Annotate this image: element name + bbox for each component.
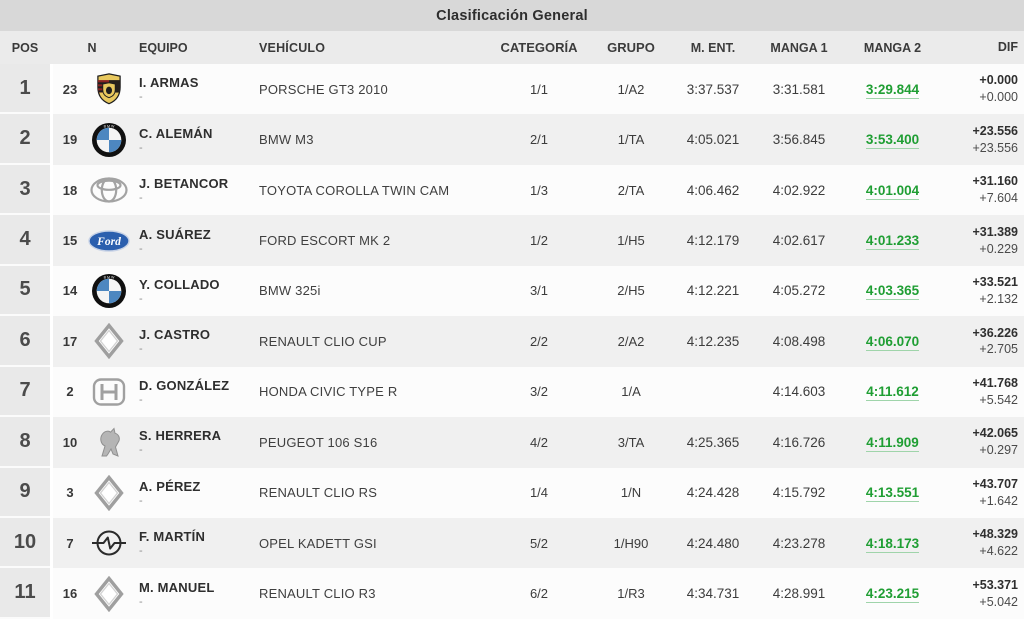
dif-cell xyxy=(940,325,1024,359)
col-header-n: N xyxy=(87,40,97,55)
manga2-cell xyxy=(845,82,940,97)
categoria-value: 1/2 xyxy=(529,233,549,249)
driver-name: A. PÉREZ xyxy=(139,478,201,494)
position-cell xyxy=(0,64,50,114)
manga2-cell xyxy=(845,233,940,248)
bmw-logo-icon xyxy=(87,122,131,158)
toyota-logo-icon xyxy=(87,176,131,204)
manga2-cell xyxy=(845,334,940,349)
vehicle-name: BMW 325i xyxy=(259,283,321,299)
table-title: Clasificación General xyxy=(0,0,1024,31)
team-cell xyxy=(131,479,251,507)
driver-name: C. ALEMÁN xyxy=(139,125,213,141)
dif-cell xyxy=(940,274,1024,308)
car-number: 19 xyxy=(62,132,78,148)
ford-logo-icon xyxy=(87,230,131,252)
svg-text:B M W: B M W xyxy=(103,275,115,280)
vehicle-name: RENAULT CLIO RS xyxy=(259,485,378,501)
driver-name: M. MANUEL xyxy=(139,579,215,595)
col-header-dif: DIF xyxy=(997,40,1018,55)
car-number: 18 xyxy=(62,182,78,198)
team-cell xyxy=(131,327,251,355)
team-cell xyxy=(131,580,251,608)
manga1-time: 4:05.272 xyxy=(772,283,826,299)
manga2-cell xyxy=(845,485,940,500)
team-cell xyxy=(131,277,251,305)
table-row xyxy=(0,568,1024,618)
position-cell xyxy=(0,215,50,265)
dif-cell xyxy=(940,224,1024,258)
grupo-value: 1/H5 xyxy=(617,233,645,249)
team-cell xyxy=(131,75,251,103)
m-ent-time: 4:06.462 xyxy=(686,182,740,198)
table-row xyxy=(0,114,1024,164)
table-row xyxy=(0,367,1024,417)
col-header-grupo: GRUPO xyxy=(607,40,655,55)
team-sub-label: - xyxy=(139,494,143,507)
driver-name: J. BETANCOR xyxy=(139,176,229,192)
team-cell xyxy=(131,428,251,456)
grupo-value: 1/R3 xyxy=(617,586,645,602)
grupo-value: 1/A2 xyxy=(617,81,645,97)
dif-cell xyxy=(940,173,1024,207)
categoria-value: 4/2 xyxy=(529,434,549,450)
position-number: 7 xyxy=(19,379,31,402)
dif-cell xyxy=(940,72,1024,106)
categoria-value: 6/2 xyxy=(529,586,549,602)
position-cell xyxy=(0,316,50,366)
dif-gap: +2.705 xyxy=(979,342,1018,357)
driver-name: J. CASTRO xyxy=(139,327,211,343)
manga2-best-time-link[interactable]: 4:06.070 xyxy=(865,333,920,349)
manga2-cell xyxy=(845,536,940,551)
grupo-value: 3/TA xyxy=(617,434,645,450)
manga1-time: 4:28.991 xyxy=(772,586,826,602)
table-body xyxy=(0,64,1024,619)
dif-cell xyxy=(940,123,1024,157)
position-cell xyxy=(0,518,50,568)
dif-gap: +0.229 xyxy=(979,241,1018,256)
team-cell xyxy=(131,126,251,154)
position-cell xyxy=(0,165,50,215)
categoria-value: 3/2 xyxy=(529,384,549,400)
manga1-time: 4:15.792 xyxy=(772,485,826,501)
table-row xyxy=(0,215,1024,265)
car-number: 3 xyxy=(66,485,74,501)
vehicle-name: PORSCHE GT3 2010 xyxy=(259,81,388,97)
team-sub-label: - xyxy=(139,91,143,104)
col-header-pos: POS xyxy=(11,40,39,55)
manga2-best-time-link[interactable]: 3:53.400 xyxy=(865,132,920,148)
car-number: 17 xyxy=(62,333,78,349)
manga1-time: 4:14.603 xyxy=(772,384,826,400)
table-row xyxy=(0,316,1024,366)
car-number: 10 xyxy=(62,434,78,450)
categoria-value: 3/1 xyxy=(529,283,549,299)
renault-logo-icon xyxy=(87,323,131,359)
categoria-value: 1/3 xyxy=(529,182,549,198)
grupo-value: 1/H90 xyxy=(613,535,649,551)
categoria-value: 1/1 xyxy=(529,81,549,97)
driver-name: I. ARMAS xyxy=(139,75,199,91)
categoria-value: 1/4 xyxy=(529,485,549,501)
manga1-time: 4:08.498 xyxy=(772,333,826,349)
manga2-best-time-link[interactable]: 3:29.844 xyxy=(865,81,920,97)
table-row xyxy=(0,64,1024,114)
grupo-value: 1/A xyxy=(621,384,641,400)
grupo-value: 2/A2 xyxy=(617,333,645,349)
renault-logo-icon xyxy=(87,475,131,511)
manga1-time: 4:16.726 xyxy=(772,434,826,450)
dif-total: +36.226 xyxy=(972,325,1018,340)
team-sub-label: - xyxy=(139,545,143,558)
manga2-best-time-link[interactable]: 4:01.004 xyxy=(865,182,920,198)
manga2-best-time-link[interactable]: 4:23.215 xyxy=(865,586,920,602)
team-sub-label: - xyxy=(139,393,143,406)
dif-gap: +23.556 xyxy=(972,140,1018,155)
col-header-equipo: EQUIPO xyxy=(139,40,188,55)
position-cell xyxy=(0,568,50,618)
manga2-cell xyxy=(845,384,940,399)
dif-gap: +0.000 xyxy=(979,90,1018,105)
vehicle-name: OPEL KADETT GSI xyxy=(259,535,377,551)
manga2-cell xyxy=(845,132,940,147)
team-cell xyxy=(131,176,251,204)
table-header-row xyxy=(0,31,1024,64)
grupo-value: 1/N xyxy=(620,485,642,501)
m-ent-time: 4:25.365 xyxy=(686,434,740,450)
driver-name: Y. COLLADO xyxy=(139,276,220,292)
m-ent-time: 4:12.221 xyxy=(686,283,740,299)
grupo-value: 2/H5 xyxy=(617,283,645,299)
categoria-value: 2/2 xyxy=(529,333,549,349)
dif-total: +48.329 xyxy=(972,527,1018,542)
vehicle-name: FORD ESCORT MK 2 xyxy=(259,233,391,249)
car-number: 23 xyxy=(62,81,78,97)
col-header-categoria: CATEGORÍA xyxy=(500,40,578,55)
dif-total: +33.521 xyxy=(972,275,1018,290)
dif-total: +31.389 xyxy=(972,224,1018,239)
manga2-best-time-link[interactable]: 4:18.173 xyxy=(865,535,920,551)
manga1-time: 3:56.845 xyxy=(772,132,826,148)
position-cell xyxy=(0,114,50,164)
grupo-value: 1/TA xyxy=(617,132,645,148)
dif-total: +43.707 xyxy=(972,476,1018,491)
vehicle-name: HONDA CIVIC TYPE R xyxy=(259,384,398,400)
manga2-best-time-link[interactable]: 4:11.612 xyxy=(866,384,919,400)
m-ent-time: 3:37.537 xyxy=(686,81,740,97)
position-number: 4 xyxy=(19,228,31,251)
car-number: 14 xyxy=(62,283,78,299)
team-sub-label: - xyxy=(139,192,143,205)
manga2-best-time-link[interactable]: 4:13.551 xyxy=(865,485,920,501)
dif-cell xyxy=(940,476,1024,510)
dif-gap: +0.297 xyxy=(979,443,1018,458)
porsche-logo-icon xyxy=(87,71,131,107)
position-number: 8 xyxy=(19,429,31,452)
manga2-cell xyxy=(845,435,940,450)
m-ent-time: 4:12.235 xyxy=(686,333,740,349)
m-ent-time: 4:24.428 xyxy=(686,485,740,501)
position-number: 6 xyxy=(19,328,31,351)
table-row xyxy=(0,417,1024,467)
svg-text:Ford: Ford xyxy=(97,235,121,248)
car-number: 2 xyxy=(66,384,74,400)
manga1-time: 4:23.278 xyxy=(772,535,826,551)
manga1-time: 4:02.617 xyxy=(772,233,826,249)
position-number: 3 xyxy=(19,177,31,200)
dif-total: +41.768 xyxy=(972,375,1018,390)
bmw-logo-icon xyxy=(87,273,131,309)
position-number: 11 xyxy=(14,581,36,604)
dif-total: +31.160 xyxy=(972,174,1018,189)
table-row xyxy=(0,518,1024,568)
manga1-time: 4:02.922 xyxy=(772,182,826,198)
table-row xyxy=(0,165,1024,215)
position-number: 5 xyxy=(19,278,31,301)
vehicle-name: BMW M3 xyxy=(259,132,314,148)
driver-name: F. MARTÍN xyxy=(139,529,206,545)
dif-gap: +4.622 xyxy=(979,544,1018,559)
vehicle-name: RENAULT CLIO CUP xyxy=(259,333,387,349)
col-header-manga2: MANGA 2 xyxy=(863,40,922,55)
team-cell xyxy=(131,529,251,557)
vehicle-name: RENAULT CLIO R3 xyxy=(259,586,376,602)
vehicle-name: PEUGEOT 106 S16 xyxy=(259,434,378,450)
table-row xyxy=(0,266,1024,316)
m-ent-time: 4:12.179 xyxy=(686,233,740,249)
vehicle-name: TOYOTA COROLLA TWIN CAM xyxy=(259,182,450,198)
dif-gap: +7.604 xyxy=(979,191,1018,206)
renault-logo-icon xyxy=(87,576,131,612)
m-ent-time: 4:05.021 xyxy=(686,132,740,148)
team-cell xyxy=(131,378,251,406)
dif-gap: +5.042 xyxy=(979,594,1018,609)
position-cell xyxy=(0,367,50,417)
manga2-best-time-link[interactable]: 4:01.233 xyxy=(865,233,920,249)
car-number: 7 xyxy=(66,535,74,551)
dif-gap: +2.132 xyxy=(979,291,1018,306)
manga2-cell xyxy=(845,283,940,298)
honda-logo-icon xyxy=(87,377,131,407)
categoria-value: 5/2 xyxy=(529,535,549,551)
dif-total: +0.000 xyxy=(979,73,1018,88)
team-cell xyxy=(131,227,251,255)
svg-text:B M W: B M W xyxy=(103,124,115,129)
dif-total: +42.065 xyxy=(972,426,1018,441)
manga2-cell xyxy=(845,183,940,198)
driver-name: D. GONZÁLEZ xyxy=(139,377,230,393)
categoria-value: 2/1 xyxy=(529,132,549,148)
col-header-m-ent: M. ENT. xyxy=(690,40,736,55)
grupo-value: 2/TA xyxy=(617,182,645,198)
team-sub-label: - xyxy=(139,242,143,255)
car-number: 15 xyxy=(62,233,78,249)
col-header-manga1: MANGA 1 xyxy=(770,40,828,55)
position-number: 9 xyxy=(19,480,31,503)
opel-logo-icon xyxy=(87,528,131,558)
team-sub-label: - xyxy=(139,343,143,356)
manga2-best-time-link[interactable]: 4:03.365 xyxy=(865,283,920,299)
manga1-time: 3:31.581 xyxy=(772,81,826,97)
position-number: 2 xyxy=(19,127,31,150)
position-cell xyxy=(0,468,50,518)
position-cell xyxy=(0,417,50,467)
dif-cell xyxy=(940,526,1024,560)
team-sub-label: - xyxy=(139,444,143,457)
m-ent-time: 4:34.731 xyxy=(686,586,740,602)
dif-gap: +1.642 xyxy=(979,493,1018,508)
manga2-best-time-link[interactable]: 4:11.909 xyxy=(866,434,919,450)
table-row xyxy=(0,468,1024,518)
dif-total: +53.371 xyxy=(972,577,1018,592)
position-cell xyxy=(0,266,50,316)
team-sub-label: - xyxy=(139,595,143,608)
position-number: 10 xyxy=(13,530,37,553)
dif-cell xyxy=(940,425,1024,459)
peugeot-logo-icon xyxy=(87,425,131,459)
manga2-cell xyxy=(845,586,940,601)
team-sub-label: - xyxy=(139,292,143,305)
dif-gap: +5.542 xyxy=(979,392,1018,407)
position-number: 1 xyxy=(19,76,31,99)
team-sub-label: - xyxy=(139,141,143,154)
driver-name: S. HERRERA xyxy=(139,428,222,444)
dif-cell xyxy=(940,375,1024,409)
driver-name: A. SUÁREZ xyxy=(139,226,211,242)
dif-total: +23.556 xyxy=(972,123,1018,138)
col-header-vehiculo: VEHÍCULO xyxy=(259,40,326,55)
dif-cell xyxy=(940,577,1024,611)
m-ent-time: 4:24.480 xyxy=(686,535,740,551)
car-number: 16 xyxy=(62,586,78,602)
